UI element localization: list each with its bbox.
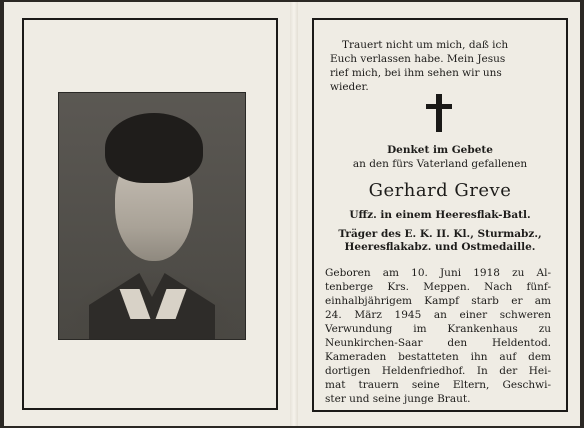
bio-line: einhalbjährigem Kampf starb er am	[325, 295, 551, 307]
biography-text	[325, 266, 551, 406]
bio-line: Verwundung im Krankenhaus zu	[325, 323, 551, 335]
bio-line: ster und seine junge Braut.	[325, 393, 471, 405]
deceased-name: Gerhard Greve	[368, 180, 512, 201]
awards-line: Heeresflakabz. und Ostmedaille.	[344, 241, 536, 253]
portrait-photo	[58, 92, 246, 340]
uniform-collar	[89, 273, 215, 340]
cross-icon	[426, 94, 452, 132]
bio-line: Kameraden bestatteten ihn auf dem	[325, 351, 551, 363]
military-rank: Uffz. in einem Heeresflak-Batl.	[349, 209, 531, 221]
verse-line: wieder.	[330, 81, 369, 93]
verse-line: Trauert nicht um mich, daß ich	[342, 39, 509, 51]
prayer-heading: Denket im Gebete	[387, 144, 493, 156]
bio-line: tenberge Krs. Meppen. Nach fünf-	[325, 281, 551, 293]
bio-line: Neunkirchen-Saar den Heldentod.	[325, 337, 551, 349]
bio-line: Geboren am 10. Juni 1918 zu Al-	[325, 267, 551, 279]
dedication-line: an den fürs Vaterland gefallenen	[352, 158, 528, 170]
card-fold	[290, 2, 298, 426]
bio-line: mat trauern seine Eltern, Geschwi-	[325, 379, 551, 391]
portrait-hair	[105, 113, 203, 183]
verse-line: Euch verlassen habe. Mein Jesus	[330, 53, 506, 65]
awards-line: Träger des E. K. II. Kl., Sturmabz.,	[338, 228, 542, 240]
verse-text	[330, 38, 552, 94]
bio-line: 24. März 1945 an einer schweren	[325, 309, 551, 321]
bio-line: dortigen Heldenfriedhof. In der Hei-	[325, 365, 551, 377]
verse-line: rief mich, bei ihm sehen wir uns	[330, 67, 502, 79]
